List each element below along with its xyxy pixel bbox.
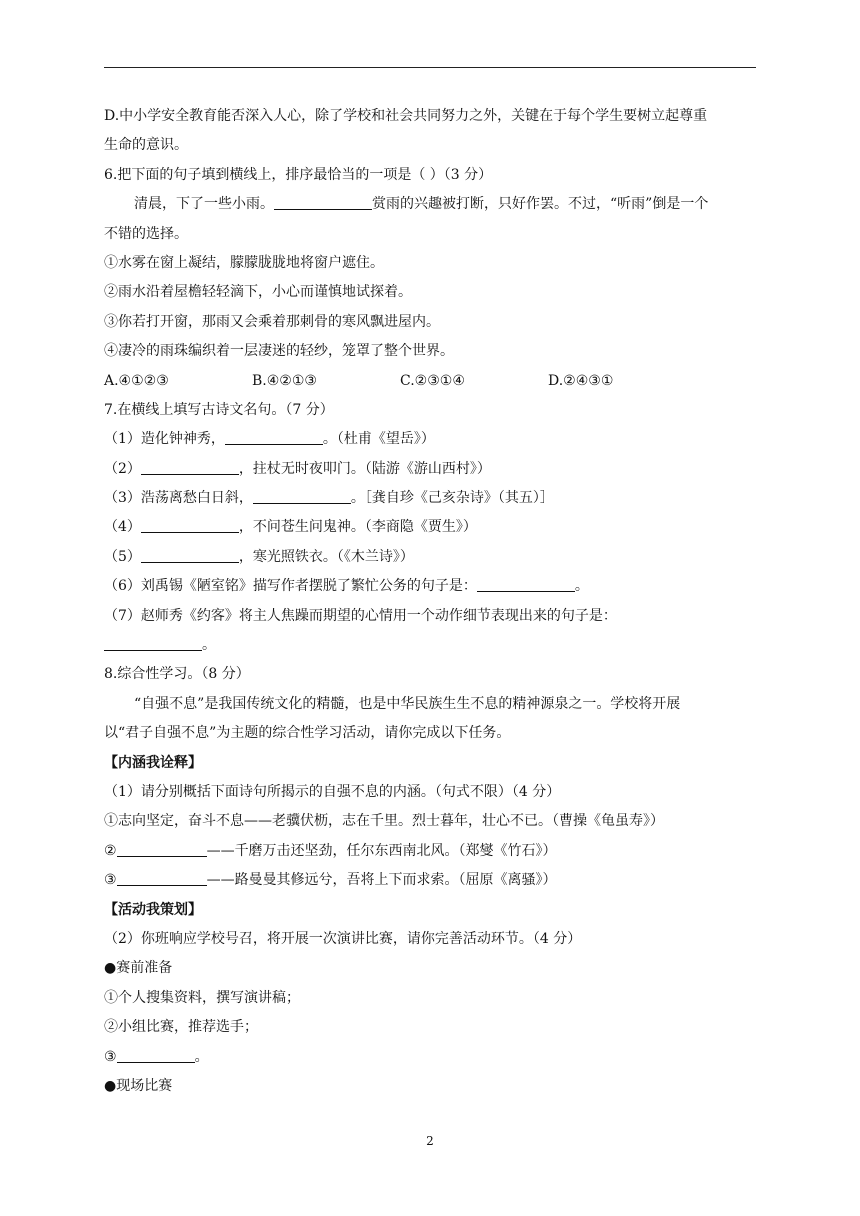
q8-part-2-prompt: （2）你班响应学校号召，将开展一次演讲比赛，请你完善活动环节。（4 分） (104, 930, 582, 947)
q6-option-a: A.④①②③ (104, 372, 169, 389)
q7-sub-1 (104, 425, 760, 454)
q6-item-2: ②雨水沿着屋檐轻轻滴下，小心而谨慎地试探着。 (104, 284, 412, 301)
q8-section-heading-1: 【内涵我诠释】 (104, 754, 202, 771)
q8-step-1: ①个人搜集资料，撰写演讲稿； (104, 989, 300, 1006)
q7-blank-4 (141, 517, 239, 533)
q7-sub-7: （7）赵师秀《约客》将主人焦躁而期望的心情用一个动作细节表现出来的句子是： (104, 607, 617, 624)
q6-option-d: D.②④③① (548, 372, 614, 389)
q8-blank-2 (117, 841, 207, 857)
q6-option-c: C.②③①④ (400, 372, 465, 389)
q6-blank (274, 194, 372, 210)
q6-item-1: ①水雾在窗上凝结，朦朦胧胧地将窗户遮住。 (104, 254, 384, 271)
q7-sub-2-text: ，拄杖无时夜叩门。（陆游《游山西村》） (238, 460, 491, 477)
q6-options (104, 367, 760, 396)
q7-blank-5 (141, 547, 239, 563)
q7-blank-2 (141, 459, 239, 475)
q8-bullet-preparation: ●赛前准备 (104, 960, 173, 977)
q7-sub-2-num: （2） (104, 460, 141, 477)
q7-blank-3 (253, 488, 351, 504)
q7-blank-6 (477, 576, 575, 592)
q7-sub-1-text: （1）造化钟神秀， (104, 431, 225, 448)
q7-sub-7-answer (104, 631, 760, 660)
q7-sub-4 (104, 513, 760, 542)
q8-section-heading-2: 【活动我策划】 (104, 901, 202, 918)
q7-sub-5-text: ，寒光照铁衣。（《木兰诗》） (238, 548, 414, 565)
q6-passage-a: 清晨，下了一些小雨。 (134, 196, 274, 213)
q8-title: 8.综合性学习。（8 分） (104, 666, 250, 683)
q8-item-2-text: ——千磨万击还坚劲，任尔东西南北风。（郑燮《竹石》） (206, 842, 557, 859)
q7-sub-5-num: （5） (104, 548, 141, 565)
q7-sub-6 (104, 572, 760, 601)
q7-sub-3 (104, 484, 760, 513)
q8-part-1-item-2 (104, 837, 760, 866)
q6-passage-b: 赏雨的兴趣被打断，只好作罢。不过，“听雨”倒是一个 (372, 196, 709, 213)
q7-title: 7.在横线上填写古诗文名句。（7 分） (104, 401, 334, 418)
q8-step-3-end: 。 (194, 1048, 209, 1065)
q8-item-3-num: ③ (104, 872, 117, 889)
q8-step-2: ②小组比赛，推荐选手； (104, 1019, 258, 1036)
q8-intro-line1: “自强不息”是我国传统文化的精髓，也是中华民族生生不息的精神源泉之一。学校将开展 (134, 695, 681, 712)
q8-item-3-text: ——路曼曼其修远兮，吾将上下而求索。（屈原《离骚》） (206, 872, 557, 889)
q6-item-3: ③你若打开窗，那雨又会乘着那刺骨的寒风飘进屋内。 (104, 313, 440, 330)
q8-item-2-num: ② (104, 842, 117, 859)
q8-part-1-prompt: （1）请分别概括下面诗句所揭示的自强不息的内涵。（句式不限）（4 分） (104, 783, 561, 800)
q5-option-d-line2: 生命的意识。 (104, 137, 188, 154)
q8-intro-line2: 以“君子自强不息”为主题的综合性学习活动，请你完成以下任务。 (104, 725, 511, 742)
q7-sub-2 (104, 455, 760, 484)
q6-passage-line1 (104, 190, 760, 219)
q7-sub-4-text: ，不问苍生问鬼神。（李商隐《贾生》） (238, 519, 477, 536)
header-rule (104, 67, 756, 68)
q7-sub-1-source: 。（杜甫《望岳》） (322, 431, 435, 448)
q6-title: 6.把下面的句子填到横线上，排序最恰当的一项是（ ）（3 分） (104, 166, 493, 183)
q7-sub-6-end: 。 (574, 578, 589, 595)
q8-part-1-item-3 (104, 866, 760, 895)
q7-sub-4-num: （4） (104, 519, 141, 536)
page-content (104, 102, 760, 1101)
q7-sub-6-text: （6）刘禹锡《陋室铭》描写作者摆脱了繁忙公务的句子是： (104, 578, 477, 595)
q8-step-3 (104, 1043, 760, 1072)
q8-blank-3 (117, 870, 207, 886)
q6-item-4: ④凄冷的雨珠编织着一层凄迷的轻纱，笼罩了整个世界。 (104, 343, 454, 360)
q6-option-b: B.④②①③ (252, 372, 317, 389)
q8-step-3-num: ③ (104, 1048, 117, 1065)
q5-option-d-line1: D.中小学安全教育能否深入人心，除了学校和社会共同努力之外，关键在于每个学生要树立起尊重 (104, 108, 708, 124)
q8-blank-step-3 (117, 1047, 195, 1063)
q7-sub-7-end: 。 (202, 637, 216, 654)
q8-bullet-live: ●现场比赛 (104, 1077, 173, 1094)
q7-sub-5 (104, 543, 760, 572)
q8-part-1-item-1: ①志向坚定，奋斗不息——老骥伏枥，志在千里。烈士暮年，壮心不已。（曹操《龟虽寿》） (104, 813, 664, 830)
q7-blank-1 (225, 429, 323, 445)
q7-sub-3-text: （3）浩荡离愁白日斜， (104, 490, 253, 507)
q7-sub-3-source: 。［龚自珍《己亥杂诗》（其五）］ (350, 490, 554, 507)
q6-passage-line2: 不错的选择。 (104, 225, 188, 242)
page-number: 2 (426, 1134, 434, 1148)
q7-blank-7 (104, 635, 202, 651)
